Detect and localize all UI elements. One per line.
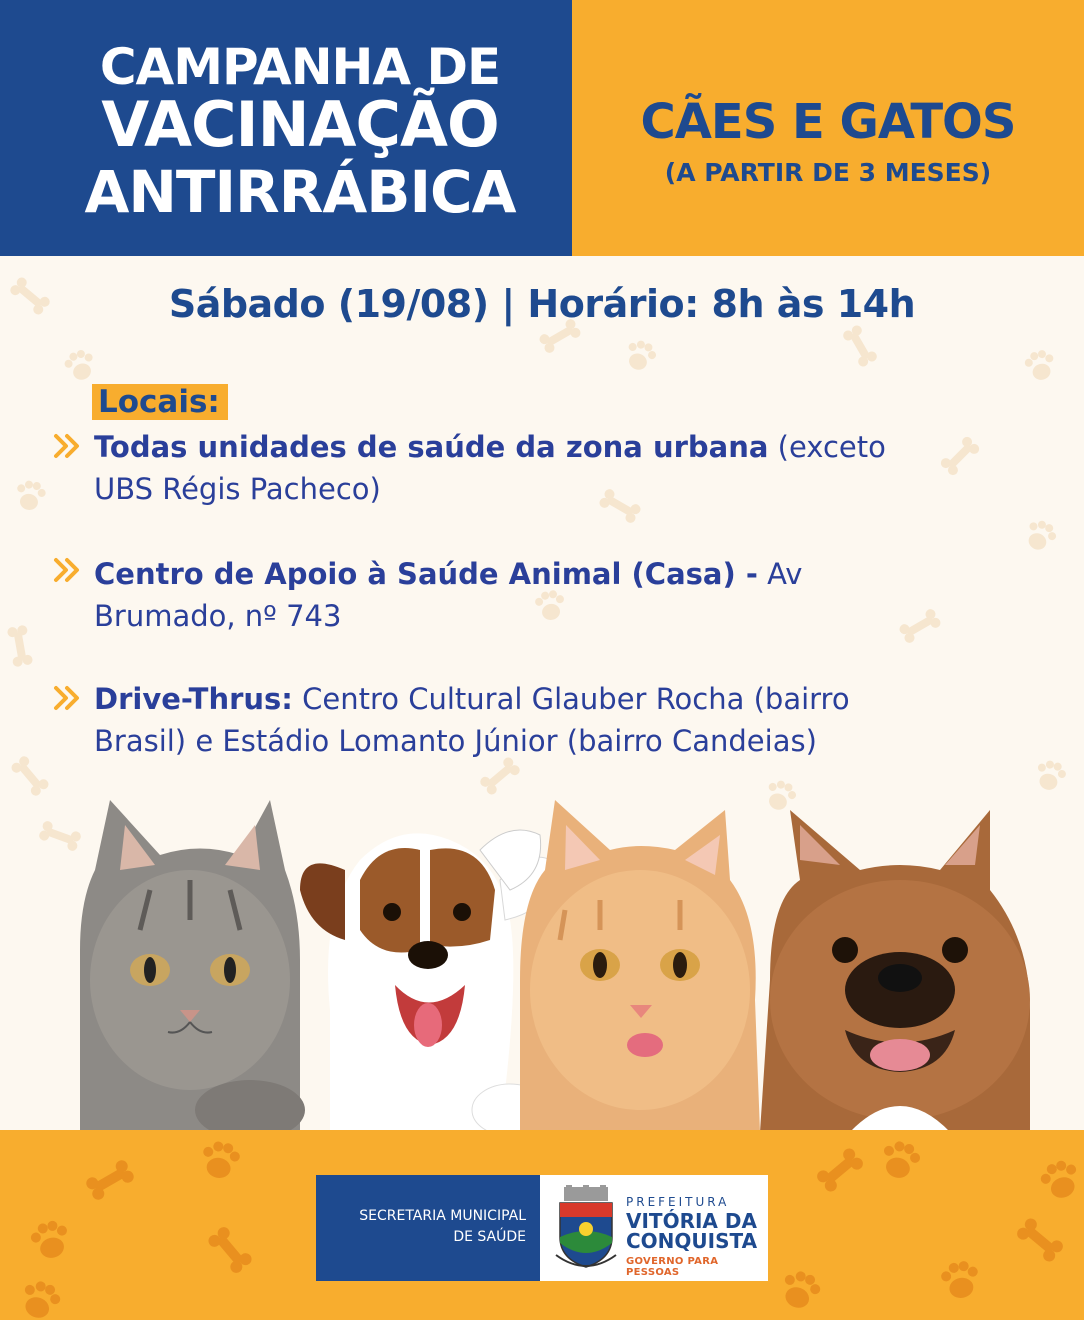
secretaria-line-2: DE SAÚDE	[453, 1229, 526, 1245]
city-name-line-1: VITÓRIA DA	[626, 1209, 757, 1233]
title-line-3: ANTIRRÁBICA	[84, 158, 516, 226]
ginger-kitten-icon	[520, 800, 760, 1132]
location-item-2-rest: Av	[757, 557, 803, 591]
footer	[0, 1130, 1084, 1320]
city-name-line-2: CONQUISTA	[626, 1229, 758, 1253]
schedule-text: Sábado (19/08) | Horário: 8h às 14h	[168, 282, 916, 326]
chevron-double-right-icon	[52, 556, 84, 584]
prefeitura-logo	[540, 1175, 768, 1281]
location-item-1-line2: UBS Régis Pacheco)	[94, 472, 381, 506]
age-label: (A PARTIR DE 3 MESES)	[664, 158, 992, 187]
title-line-2: VACINAÇÃO	[101, 88, 499, 161]
slogan: GOVERNO PARA PESSOAS	[626, 1256, 719, 1278]
french-bulldog-icon	[760, 810, 1030, 1132]
location-item-2	[94, 553, 1014, 637]
location-item-2-bold: Centro de Apoio à Saúde Animal (Casa) -	[94, 557, 758, 591]
gray-cat-icon	[80, 800, 305, 1132]
location-item-1	[94, 426, 1014, 510]
location-item-1-bold: Todas unidades de saúde da zona urbana	[94, 430, 769, 464]
secretaria-logo	[316, 1175, 540, 1281]
secretaria-text	[316, 1206, 526, 1248]
secretaria-line-1: SECRETARIA MUNICIPAL	[359, 1208, 526, 1224]
title-line-1: CAMPANHA DE	[99, 38, 501, 96]
location-item-3-line2: Brasil) e Estádio Lomanto Júnior (bairro Candeias)	[94, 724, 817, 758]
location-item-3	[94, 678, 1014, 762]
species-label: CÃES E GATOS	[640, 94, 1016, 150]
city-crest-icon	[552, 1185, 620, 1271]
location-item-1-rest: (exceto	[768, 430, 886, 464]
chevron-double-right-icon	[52, 432, 84, 460]
location-item-3-bold: Drive-Thrus:	[94, 682, 293, 716]
title-panel	[0, 0, 572, 256]
prefeitura-label: PREFEITURA	[626, 1195, 730, 1209]
location-item-2-line2: Brumado, nº 743	[94, 599, 342, 633]
species-panel	[572, 0, 1084, 256]
chevron-double-right-icon	[52, 684, 84, 712]
locations-heading: Locais:	[92, 384, 228, 420]
pets-illustration	[0, 780, 1084, 1132]
location-item-3-rest: Centro Cultural Glauber Rocha (bairro	[292, 682, 850, 716]
